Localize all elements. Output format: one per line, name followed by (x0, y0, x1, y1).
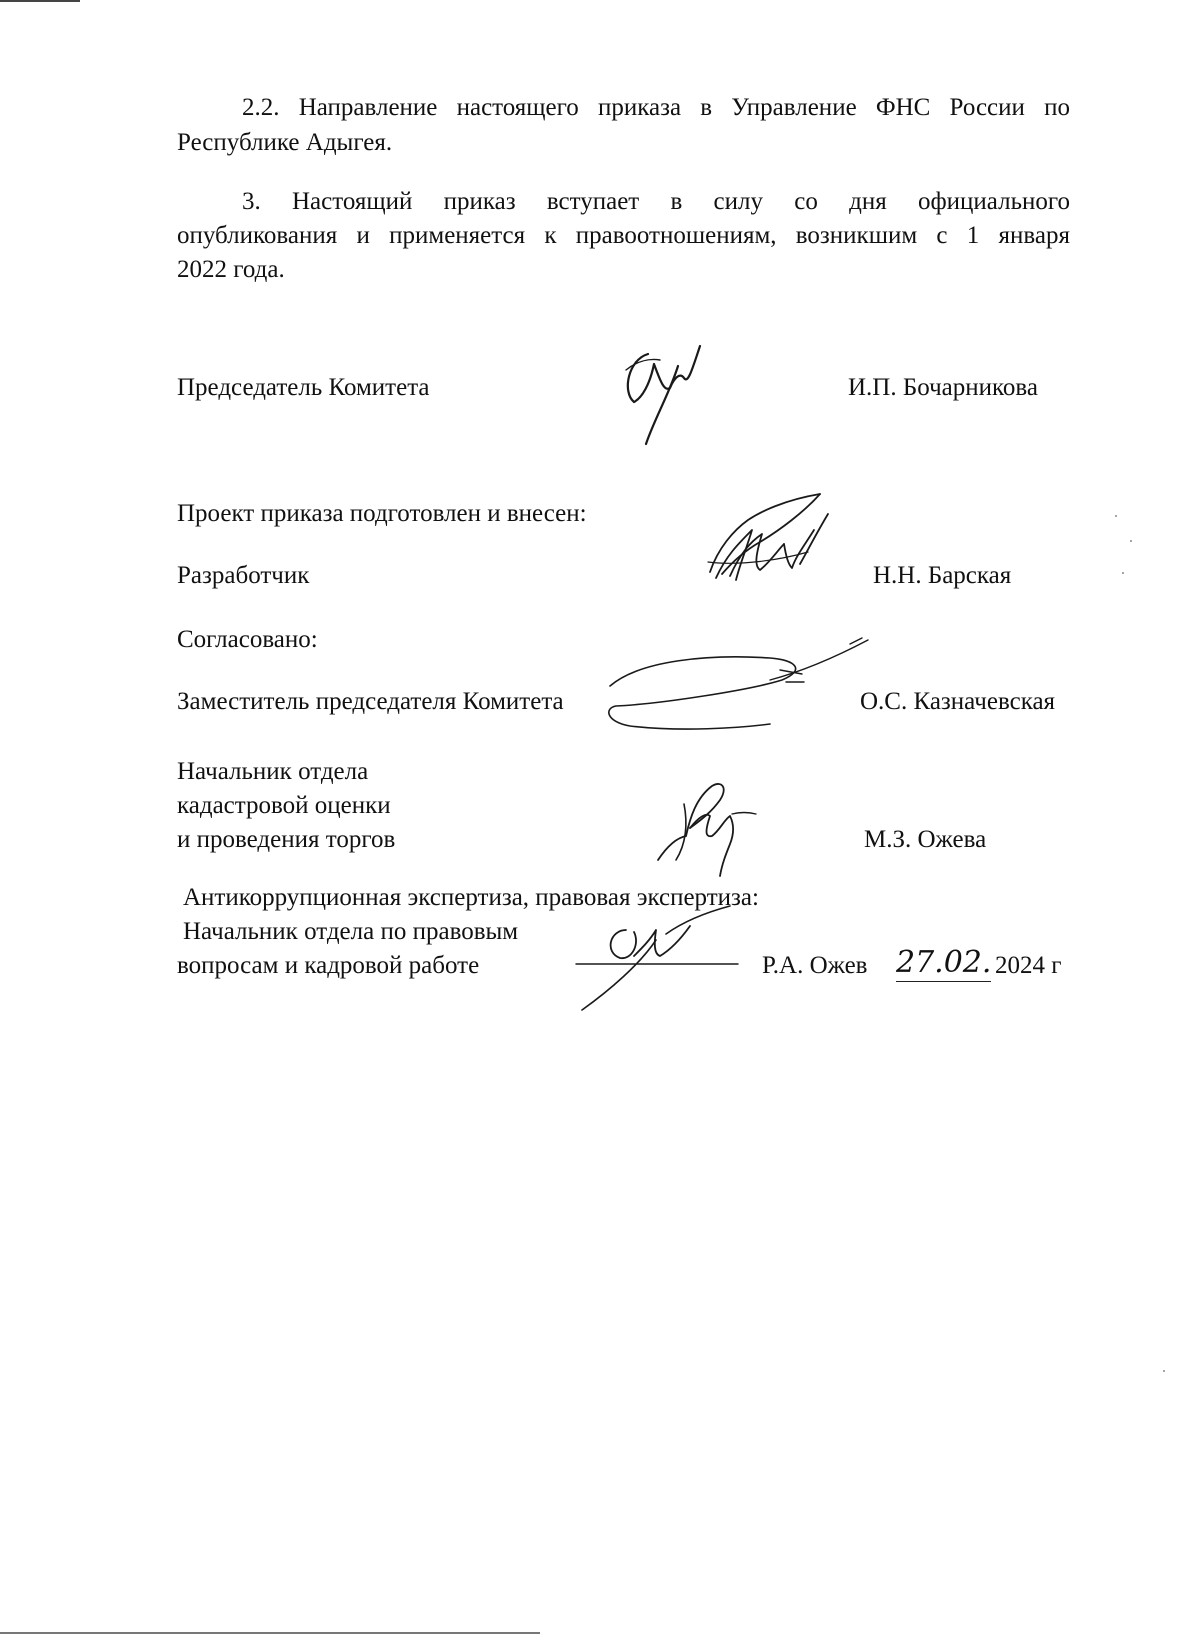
paragraph-3-line1: 3. Настоящий приказ вступает в силу со дня официального (242, 188, 1070, 215)
dept-head-title-line3: и проведения торгов (177, 826, 396, 853)
deputy-title: Заместитель председателя Комитета (177, 688, 564, 715)
dept-head-signature (650, 768, 760, 878)
chairman-title: Председатель Комитета (177, 374, 430, 401)
legal-head-title-line1: Начальник отдела по правовым (183, 918, 519, 945)
legal-head-name: Р.А. Ожев (762, 952, 868, 979)
paragraph-2-2-line2: Республике Адыгея. (177, 129, 393, 156)
scan-speck (1130, 540, 1132, 542)
deputy-name: О.С. Казначевская (860, 688, 1056, 715)
legal-head-title-line2: вопросам и кадровой работе (177, 952, 480, 979)
scan-artifact-bottom (0, 1632, 540, 1634)
scan-speck (1163, 1370, 1165, 1372)
chairman-signature (608, 340, 708, 450)
developer-name: Н.Н. Барская (873, 562, 1012, 589)
legal-head-signature (570, 900, 750, 1012)
paragraph-2-2-line1: 2.2. Направление настоящего приказа в Управление ФНС России по (242, 94, 1070, 121)
chairman-name: И.П. Бочарникова (848, 374, 1038, 401)
scan-artifact-top (0, 0, 80, 2)
developer-signature (700, 490, 840, 600)
paragraph-3-line3: 2022 года. (177, 256, 285, 283)
paragraph-3-line2: опубликования и применяется к правоотношениям, возникшим с 1 января (177, 222, 1070, 249)
deputy-signature (600, 636, 880, 746)
dept-head-title-line2: кадастровой оценки (177, 792, 391, 819)
date-year: 2024 г (995, 952, 1062, 979)
dept-head-name: М.З. Ожева (864, 826, 987, 853)
expertise-heading: Антикоррупционная экспертиза, правовая экспертиза: (183, 884, 759, 911)
dept-head-title-line1: Начальник отдела (177, 758, 369, 785)
agreed-heading: Согласовано: (177, 626, 318, 653)
scan-speck (1115, 515, 1117, 517)
prepared-heading: Проект приказа подготовлен и внесен: (177, 500, 587, 527)
scan-speck (1122, 572, 1124, 574)
developer-title: Разработчик (177, 562, 310, 589)
handwritten-date: 27.02. (896, 945, 992, 980)
